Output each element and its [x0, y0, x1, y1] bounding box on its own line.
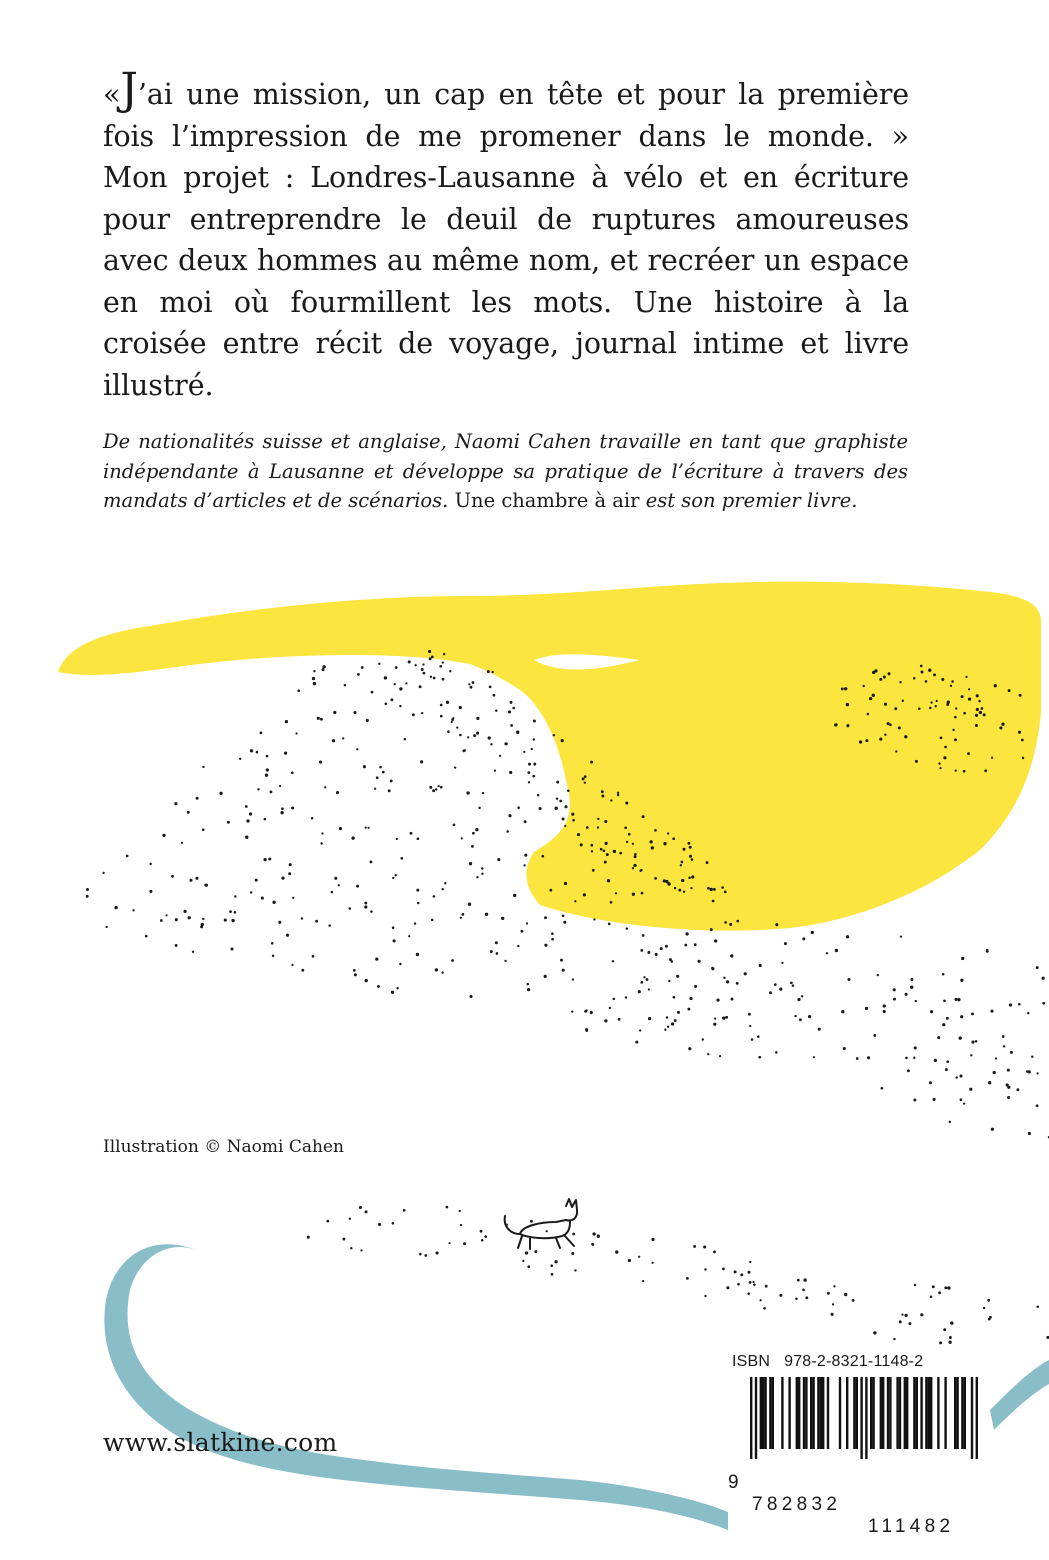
- isbn-number: 978-2-8321-1148-2: [784, 1353, 924, 1370]
- blurb-open-quote: «: [103, 78, 121, 111]
- ean-first-digit: 9: [728, 1472, 739, 1493]
- isbn-label: ISBN: [732, 1353, 771, 1370]
- isbn-barcode-block: [728, 1353, 990, 1537]
- isbn-label-line: [732, 1353, 923, 1371]
- yellow-field: [58, 582, 1041, 931]
- blurb-text: ’ai une mission, un cap en tête et pour la première fois l’impression de me promener dans le monde. » Mon projet : Londres-Lausanne à vélo et en écriture pour entreprendre le deuil de ruptures amoureuses avec deux hommes au même nom, et recréer un espace en moi où fourmillent les mots. Une histoire à la croisée entre récit de voyage, journal intime et livre illustré.: [103, 78, 909, 402]
- river-right: [990, 1360, 1049, 1430]
- ean-left-digits: 782832: [752, 1494, 842, 1515]
- cat-drawing: [505, 1199, 577, 1249]
- illustration-credit: Illustration © Naomi Cahen: [103, 1137, 344, 1157]
- blurb-initial: J: [120, 64, 138, 115]
- ean-right-digits: 111482: [868, 1516, 955, 1537]
- ean-digits: [728, 1450, 990, 1560]
- river: [104, 1244, 728, 1530]
- publisher-website[interactable]: www.slatkine.com: [103, 1428, 338, 1457]
- bio-text-1: De nationalités suisse et anglaise, Naomi Cahen travaille en tant que graphiste indépendante à Lausanne et développe sa pratique de l’écriture à travers des mandats d’articles et de scénarios.: [103, 430, 908, 512]
- blurb-paragraph: [103, 64, 909, 406]
- bio-text-2: est son premier livre.: [645, 489, 858, 512]
- ean-barcode: [730, 1377, 988, 1459]
- bio-book-title: Une chambre à air: [454, 489, 640, 512]
- author-bio: [103, 427, 908, 516]
